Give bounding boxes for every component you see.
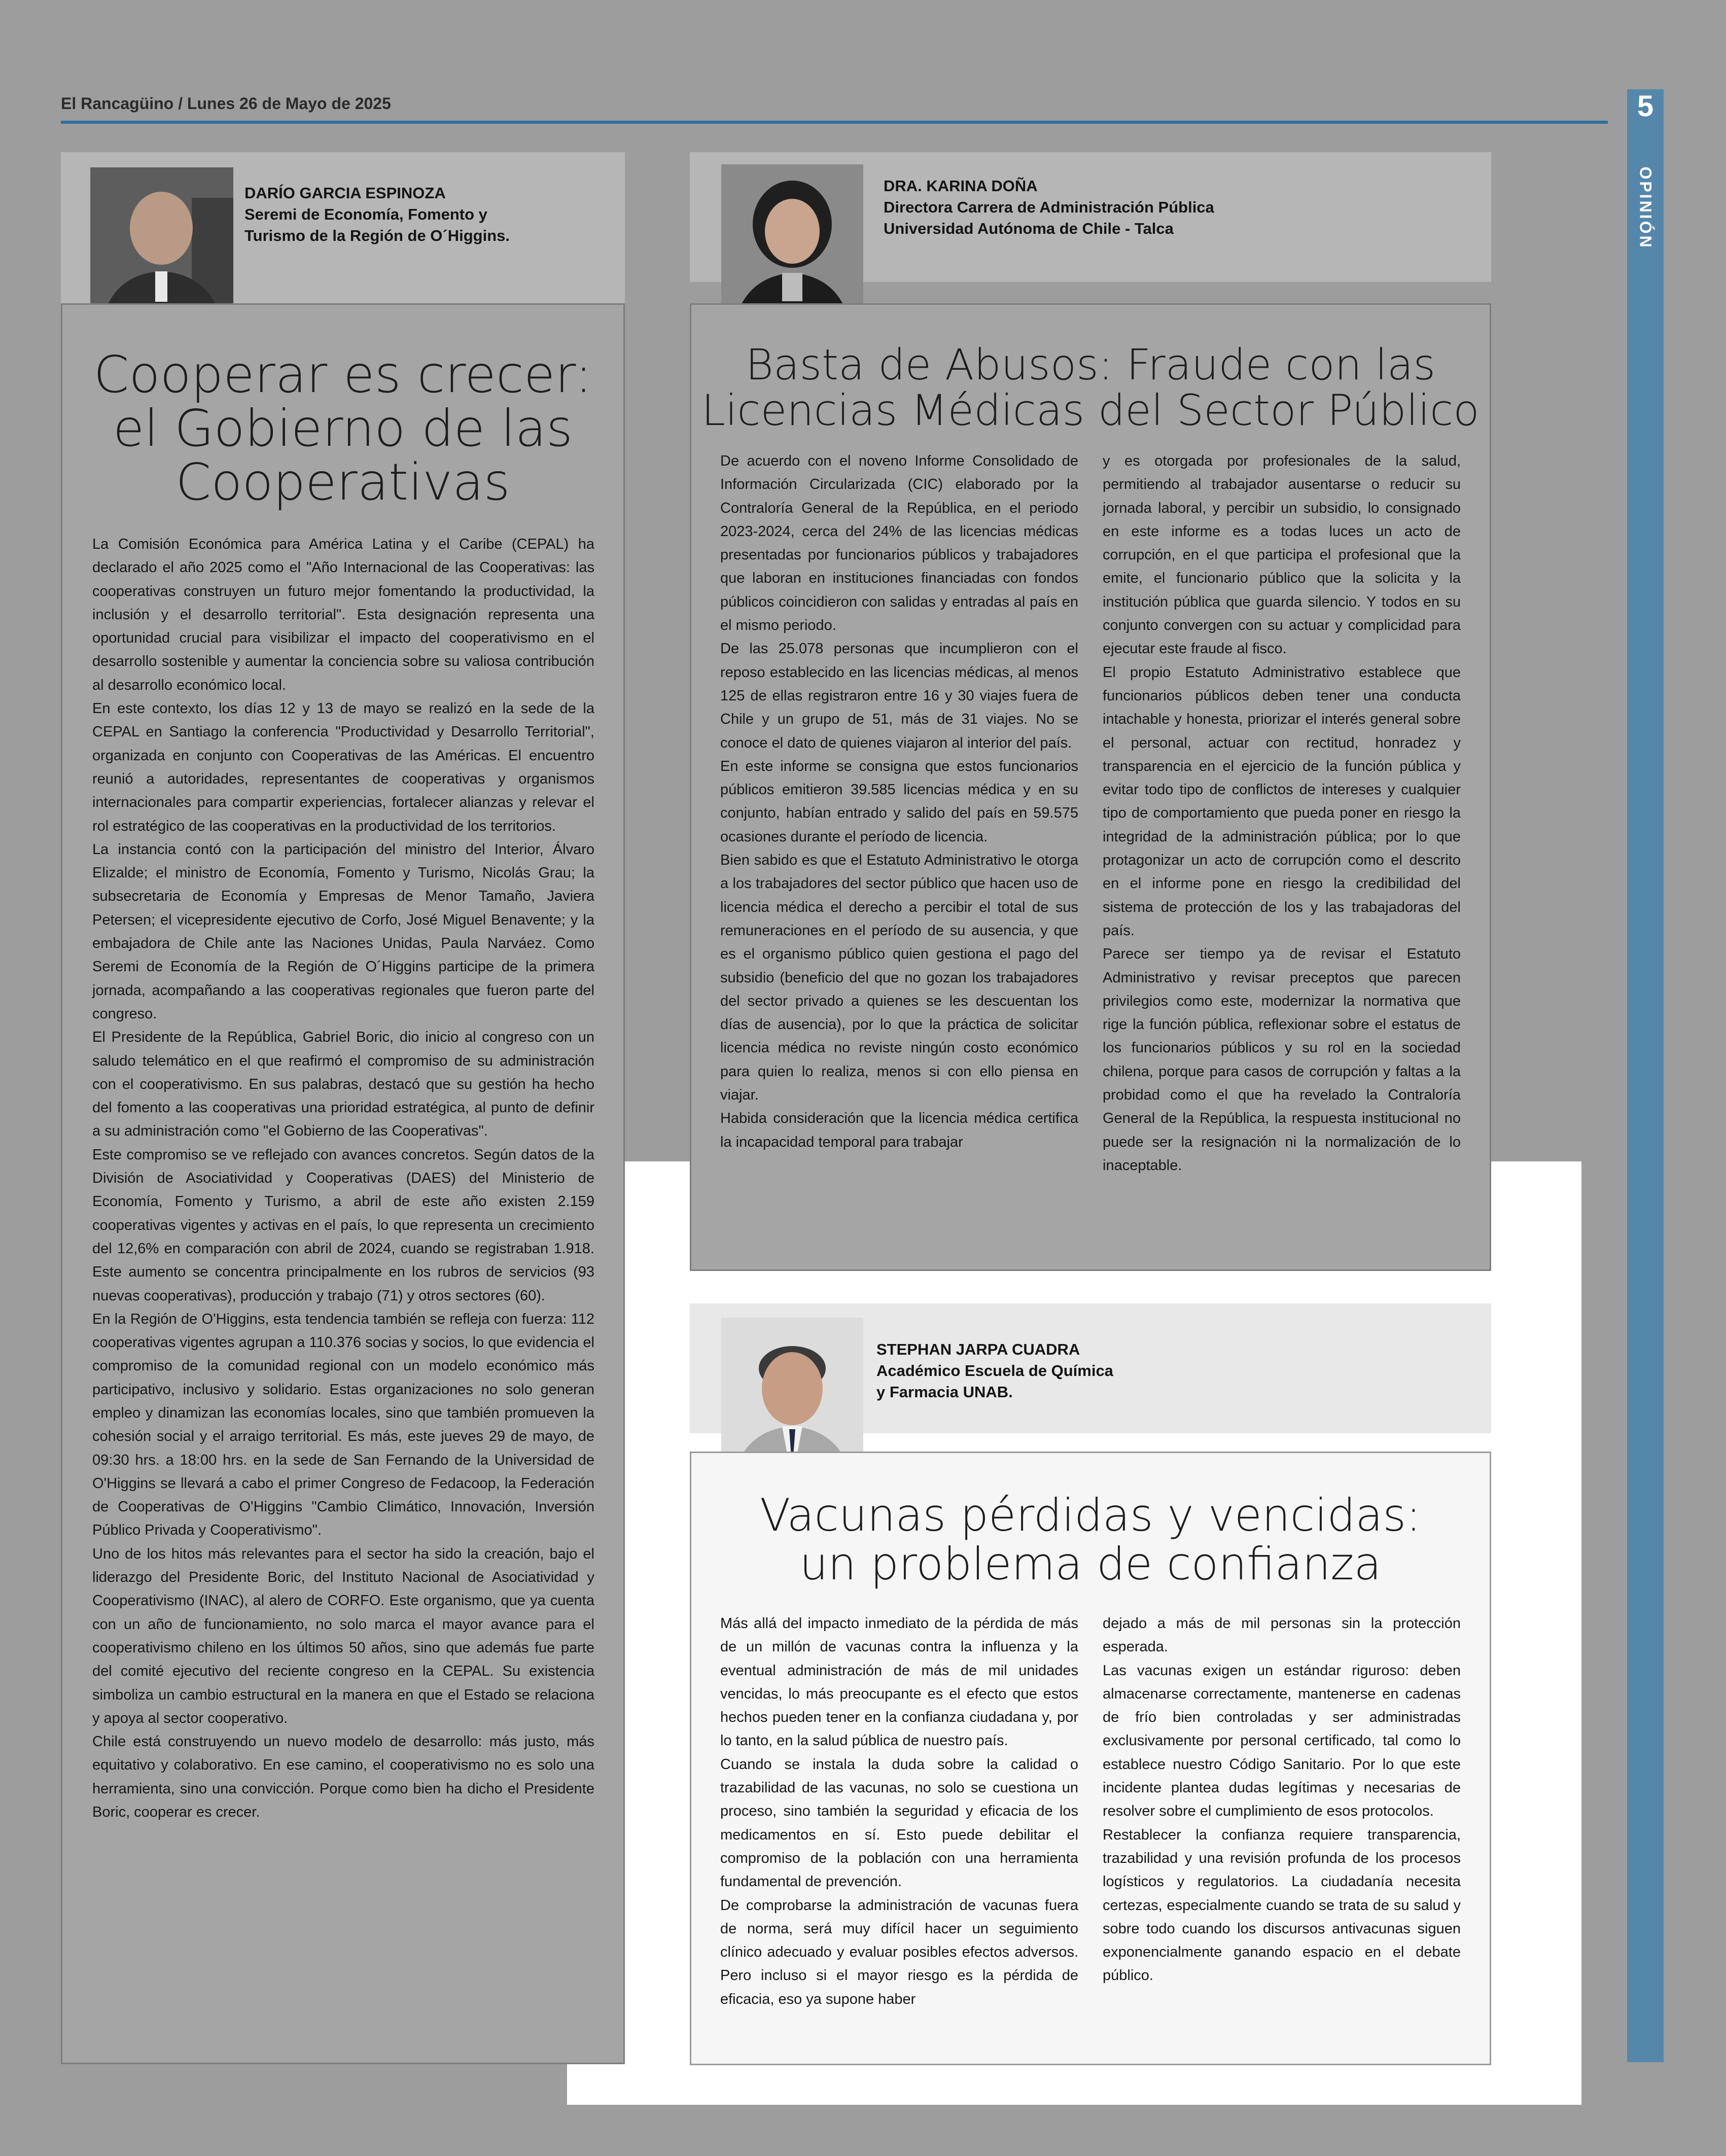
section-label: OPINIÓN	[1636, 166, 1655, 250]
paragraph: La Comisión Económica para América Latina y el Caribe (CEPAL) ha declarado el año 2025 como el "Año Internacional de las Cooperativas: las cooperativas construyen un futuro mejor fomentando la productividad, la inclusión y el desarrollo territorial". Esta designación representa una oportunidad crucial para visibilizar el impacto del cooperativismo en el desarrollo sostenible y aumentar la conciencia sobre su valiosa contribución al desarrollo económico local.	[92, 536, 594, 693]
article-title-1: Cooperar es crecer: el Gobierno de las Cooperativas	[93, 345, 592, 512]
article-body-3-col1	[720, 1612, 1078, 2011]
author-role-2a: Directora Carrera de Administración Pública	[884, 198, 1214, 216]
paragraph: Restablecer la confianza requiere transparencia, trazabilidad y una revisión profunda de los procesos logísticos y regulatorios. La ciudadanía necesita certezas, especialmente cuando se trata de su salud y sobre todo cuando los discursos antivacunas siguen exponencialmente ganando espacio en el debate público.	[1103, 1826, 1461, 1984]
paragraph: dejado a más de mil personas sin la protección esperada.	[1103, 1615, 1461, 1655]
paragraph: La instancia contó con la participación del ministro del Interior, Álvaro Elizalde; el ministro de Economía, Fomento y Turismo, Nicolás Grau; la subsecretaria de Economía y Empresas de Menor Tamaño, Javiera Petersen; el vicepresidente ejecutivo de Corfo, José Miguel Benavente; y la embajadora de Chile ante las Naciones Unidas, Paula Narváez. Como Seremi de Economía de la Región de O´Higgins participe de la primera jornada, acompañando a las cooperativas regionales que fueron parte del congreso.	[92, 841, 594, 1022]
section-sidebar	[1627, 89, 1664, 2062]
article-title-3: Vacunas pérdidas y vencidas: un problema de confianza	[760, 1489, 1421, 1590]
paragraph: El propio Estatuto Administrativo establece que funcionarios públicos deben tener una conducta intachable y honesta, priorizar el interés general sobre el personal, actuar con rectitud, honradez y transparencia en el ejercicio de la función pública y evitar todo tipo de conflictos de intereses y cualquier tipo de comportamiento que pueda poner en riesgo la integridad de la administración pública; por lo que protagonizar un acto de corrupción como el descrito en el informe pone en riesgo la credibilidad del sistema de protección de los y las trabajadoras del país.	[1103, 664, 1461, 939]
paragraph: Más allá del impacto inmediato de la pérdida de más de un millón de vacunas contra la influenza y la eventual administración de más de mil unidades vencidas, lo más preocupante es el efecto que estos hechos pueden tener en la confianza ciudadana y, por lo tanto, en la salud pública de nuestro país.	[720, 1615, 1078, 1749]
author-role-3b: y Farmacia UNAB.	[876, 1383, 1013, 1401]
author-name-3: STEPHAN JARPA CUADRA	[876, 1340, 1080, 1358]
paragraph: Este compromiso se ve reflejado con avances concretos. Según datos de la División de Asociatividad y Cooperativas (DAES) del Ministerio de Economía, Fomento y Turismo, a abril de este año existen 2.159 cooperativas vigentes y activas en el país, lo que representa un crecimiento del 12,6% en comparación con abril de 2024, cuando se registraban 1.918. Este aumento se concentra principalmente en los rubros de servicios (93 nuevas cooperativas), producción y trabajo (71) y otros sectores (60).	[92, 1146, 594, 1304]
paragraph: En este contexto, los días 12 y 13 de mayo se realizó en la sede de la CEPAL en Santiago la conferencia "Productividad y Desarrollo Territorial", organizada en conjunto con Cooperativas de las Américas. El encuentro reunió a autoridades, representantes de cooperativas y organismos internacionales para compartir experiencias, fortalecer alianzas y relevar el rol estratégico de las cooperativas en la productividad de los territorios.	[92, 700, 594, 834]
article-body-3-col2	[1103, 1612, 1461, 1988]
header-rule	[61, 121, 1608, 124]
section-tag	[1627, 152, 1664, 264]
paragraph: En este informe se consigna que estos funcionarios públicos emitieron 39.585 licencias médica y en su conjunto, habían entrado y salido del país en 59.575 ocasiones durante el período de licencia.	[720, 758, 1078, 845]
page-number: 5	[1637, 90, 1654, 123]
author-role-1b: Turismo de la Región de O´Higgins.	[244, 227, 510, 244]
paragraph: Cuando se instala la duda sobre la calidad o trazabilidad de las vacunas, no solo se cuestiona un proceso, sino también la seguridad y eficacia de los medicamentos en sí. Esto puede debilitar el compromiso de la población con una herramienta fundamental de prevención.	[720, 1756, 1078, 1890]
article-body-2-col1	[720, 449, 1078, 1154]
paragraph: Uno de los hitos más relevantes para el sector ha sido la creación, bajo el liderazgo del Presidente Boric, del Instituto Nacional de Asociatividad y Cooperativismo (INAC), al alero de CORFO. Este organismo, que ya cuenta con un año de funcionamiento, no solo marca el mayor avance para el cooperativismo chileno en los últimos 50 años, sino que además fue parte del comité ejecutivo del reciente congreso en la CEPAL. Su existencia simboliza un cambio estructural en la manera en que el Estado se relaciona y apoya al sector cooperativo.	[92, 1545, 594, 1726]
paragraph: Chile está construyendo un nuevo modelo de desarrollo: más justo, más equitativo y colaborativo. En ese camino, el cooperativismo no es solo una herramienta, sino una convicción. Porque como bien ha dicho el Presidente Boric, cooperar es crecer.	[92, 1734, 594, 1821]
article-body-1	[92, 533, 594, 1824]
article-body-2-col2	[1103, 449, 1461, 1177]
paragraph: De acuerdo con el noveno Informe Consolidado de Información Circularizada (CIC) elaborado por la Contraloría General de la República, en el periodo 2023-2024, cerca del 24% de las licencias médicas presentadas por funcionarios públicos y trabajadores que laboran en instituciones financiadas con fondos públicos coincidieron con salidas y entradas al país en el mismo periodo.	[720, 453, 1078, 634]
author-role-2b: Universidad Autónoma de Chile - Talca	[884, 220, 1174, 237]
author-role-1a: Seremi de Economía, Fomento y	[244, 205, 487, 223]
paragraph: Bien sabido es que el Estatuto Administrativo le otorga a los trabajadores del sector público que hacen uso de licencia médica el derecho a percibir el total de sus remuneraciones en el período de su ausencia, y que es el organismo público quien gestiona el pago del subsidio (beneficio del que no gozan los trabajadores del sector privado a quienes se les descuentan los días de ausencia), por lo que la práctica de solicitar licencia médica no reviste ningún costo económico para quien lo realiza, menos si con ello piensa en viajar.	[720, 852, 1078, 1104]
paragraph: y es otorgada por profesionales de la salud, permitiendo al trabajador ausentarse o reducir su jornada laboral, y percibir un subsidio, lo consignado en este informe es a todas luces un acto de corrupción, en el que participa el profesional que la emite, el funcionario público que la solicita y la institución pública que guarda silencio. Y todos en su conjunto convergen con su actuar y complicidad para ejecutar este fraude al fisco.	[1103, 453, 1461, 657]
article-title-2: Basta de Abusos: Fraude con las Licencias Médicas del Sector Público	[701, 340, 1480, 435]
author-name-1: DARÍO GARCIA ESPINOZA	[244, 184, 446, 202]
paragraph: Las vacunas exigen un estándar riguroso: deben almacenarse correctamente, mantenerse en cadenas de frío bien controladas y ser administradas exclusivamente por personal certificado, tal como lo establece nuestro Código Sanitario. Por lo que este incidente plantea dudas legítimas y necesarias de resolver sobre el cumplimiento de esos protocolos.	[1103, 1662, 1461, 1820]
paragraph: De las 25.078 personas que incumplieron con el reposo establecido en las licencias médicas, al menos 125 de ellas registraron entre 16 y 30 viajes fuera de Chile y un grupo de 51, más de 31 viajes. No se conoce el dato de quienes viajaron al interior del país.	[720, 641, 1078, 751]
paragraph: De comprobarse la administración de vacunas fuera de norma, será muy difícil hacer un seguimiento clínico adecuado y evaluar posibles efectos adversos. Pero incluso si el mayor riesgo es la pérdida de eficacia, eso ya supone haber	[720, 1897, 1078, 2007]
masthead: El Rancagüino / Lunes 26 de Mayo de 2025	[61, 94, 391, 113]
author-role-3a: Académico Escuela de Química	[876, 1362, 1113, 1380]
paragraph: Habida consideración que la licencia médica certifica la incapacidad temporal para trabajar	[720, 1110, 1078, 1150]
author-name-2: DRA. KARINA DOÑA	[884, 177, 1038, 195]
paragraph: En la Región de O'Higgins, esta tendencia también se refleja con fuerza: 112 cooperativas vigentes agrupan a 110.376 socias y socios, lo que evidencia el compromiso de la comunidad regional con un modelo económico más participativo, inclusivo y solidario. Estas organizaciones no solo generan empleo y dinamizan las economías locales, sino que también promueven la cohesión social y el arraigo territorial. Es más, este jueves 29 de mayo, de 09:30 hrs. a 18:00 hrs. en la sede de San Fernando de la Universidad de O'Higgins se llevará a cabo el primer Congreso de Fedacoop, la Federación de Cooperativas de O'Higgins "Cambio Climático, Innovación, Inversión Público Privada y Cooperativismo".	[92, 1311, 594, 1539]
paragraph: Parece ser tiempo ya de revisar el Estatuto Administrativo y revisar preceptos que parecen privilegios como este, modernizar la normativa que rige la función pública, reflexionar sobre el estatus de los funcionarios públicos y su rol en la sociedad chilena, porque para casos de corrupción y faltas a la probidad como el que ha revelado la Contraloría General de la República, la respuesta institucional no puede ser la resignación ni la normalización de lo inaceptable.	[1103, 946, 1461, 1174]
paragraph: El Presidente de la República, Gabriel Boric, dio inicio al congreso con un saludo telemático en el que reafirmó el compromiso de su administración con el cooperativismo. En sus palabras, destacó que su gestión ha hecho del fomento a las cooperativas una prioridad estratégica, al punto de definir a su administración como "el Gobierno de las Cooperativas".	[92, 1029, 594, 1140]
